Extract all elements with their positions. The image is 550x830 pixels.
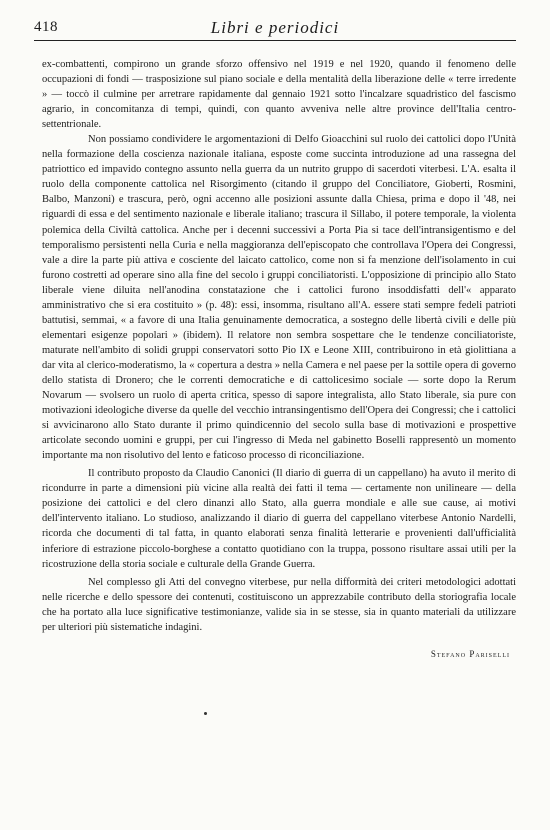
article-body [42,57,516,662]
paragraph-canonici: Il contributo proposto da Claudio Canonici (Il diario di guerra di un cappellano) ha avuto il merito di ricondurre in parte a dimensioni più vicine alla realtà dei fatti il tema — certamente non unilineare — della posizione dei cattolici e del clero dinanzi allo Stato, alla guerra mondiale e alle sue cause, ai motivi dell'intervento italiano. Lo studioso, analizzando il diario di guerra del cappellano viterbese Antonio Nardelli, ricorda che documenti di tal fatta, in quanto elaborati senza finalità letterarie e provenienti dall'ufficialità inferiore di estrazione piccolo-borghese a contatto quotidiano con la truppa, possono risultare assai utili per la ricostruzione della storia sociale e culturale della Grande Guerra. [42,468,516,570]
running-header [34,18,516,41]
author-signature: Stefano Pariselli [430,648,510,659]
paragraph-conclusion: Nel complesso gli Atti del convegno viterbese, pur nella difformità dei criteri metodologici adottati nelle ricerche e dello spessore dei contenuti, costituiscono un apprezzabile contributo della storiografia locale che ha portato alla luce significative testimonianze, valide sia in se stesse, sia in quanto materiali da utilizzare per ulteriori più sistematiche indagini. [42,576,516,633]
running-title: Libri e periodici [210,18,340,37]
page-number: 418 [34,19,58,35]
ink-speck [204,712,207,715]
paragraph-continuation: ex-combattenti, compirono un grande sforzo offensivo nel 1919 e nel 1920, quando il fenomeno delle occupazioni di fondi — trasposizione sul piano sociale e della mentalità della liberazione delle « terre irredente » — toccò il culmine per arretrare rapidamente dal gennaio 1921 sotto l'incalzare squadristico del fascismo agrario, in concomitanza di tempi, quindi, con quanto avveniva nelle altre province dell'Italia centro-settentrionale. [42,59,516,131]
paragraph-gioacchini: Non possiamo condividere le argomentazioni di Delfo Gioacchini sul ruolo dei cattolici dopo l'Unità nella formazione della coscienza nazionale italiana, esposte come succinta introduzione ad una rassegna del patriottico ed impavido contegno assunto nella guerra da un nutrito gruppo di sacerdoti viterbesi. L'A. esalta il ruolo della componente cattolica nel Risorgimento (citando il gruppo del Conciliatore, Gioberti, Rosmini, Balbo, Manzoni) e trascura, però, ogni accenno alle posizioni assunte dalla Chiesa, prima e dopo il '48, nei riguardi di essa e del sentimento nazionale e liberale italiano; trascura il Sillabo, il potere temporale, la violenta polemica della Civiltà cattolica. Anche per i decenni successivi a Porta Pia si tace dell'intransigentismo e del temporalismo persistenti nella Curia e nella maggioranza dell'episcopato che controllava l'Opera dei Congressi, vale a dire la parte più attiva e cosciente del laicato cattolico, come non si fa menzione dell'isolamento in cui furono costretti ad operare sino alla fine del secolo i gruppi conciliatoristi. L'opposizione di principio allo Stato liberale viene diluita nell'anodina constatazione che i cattolici furono insoddisfatti dell'« apparato amministrativo che si era costituito » (p. 48): essi, insomma, risultano all'A. essere stati sempre fedeli patrioti battutisi, semmai, « a favore di una Italia genuinamente democratica, a sostegno delle libertà civili e delle più elementari esigenze popolari » (ibidem). Il relatore non sembra sospettare che le tendenze conciliatoriste, maturate nell'ambito di solidi gruppi conservatori sotto Pio IX e Leone XIII, contribuirono in età giolittiana a dar vita al clerico-moderatismo, la « copertura a destra » nella Camera e nel paese per la sottile opera di governo dello statista di Dronero; che le correnti democratiche e di cattolicesimo sociale — sorte dopo la Rerum Novarum — svolsero un ruolo di aperta critica, spesso di sapore integralista, allo Stato liberale, sia pure con motivazioni ideologiche diverse da quelle del vecchio intransingentismo dell'Opera dei Congressi; che i cattolici si avvicinarono allo Stato durante il primo quindicennio del secolo sulla base di motivazioni e prospettive articolate secondo uomini e gruppi, per cui l'ingresso di Meda nel gabinetto Boselli rappresentò un momento importante ma non risolutivo del lento e faticoso processo di riconciliazione. [42,134,516,462]
